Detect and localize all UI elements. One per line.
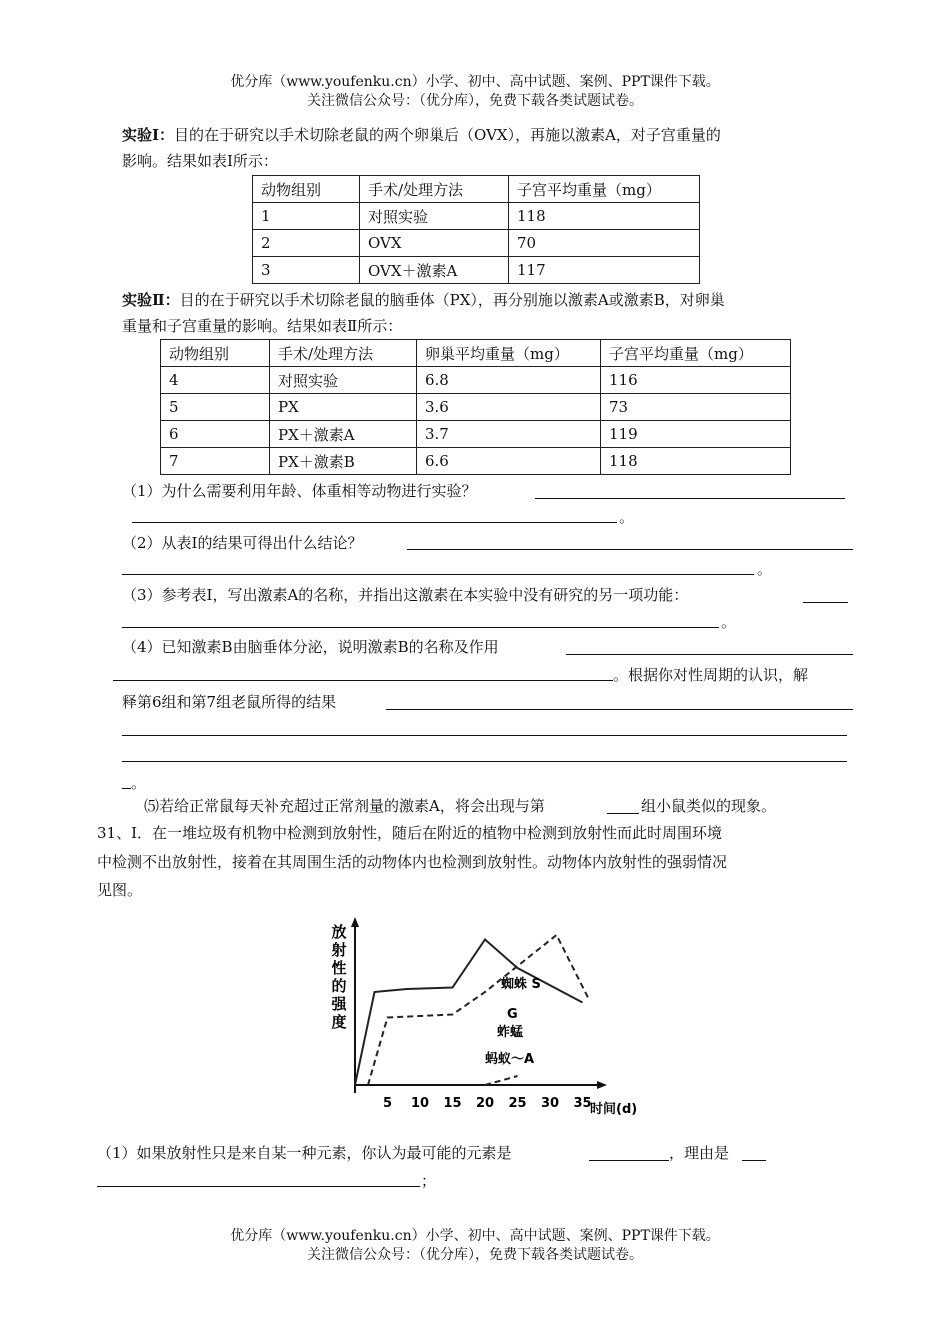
answer-line-q1-b[interactable] [132,522,617,523]
x-tick-label: 30 [540,1096,560,1111]
annotation-spider: 蜘蛛 S [501,977,541,992]
x-tick-label: 10 [410,1096,430,1111]
table-2 [160,339,791,475]
table-row [253,230,700,257]
table-cell: 7 [161,448,270,475]
exp2-text-2: 重量和子宫重量的影响。结果如表Ⅱ所示： [122,317,403,335]
table-header-cell: 手术/处理方法 [270,340,417,367]
radioactivity-chart [325,915,638,1120]
table-cell: 对照实验 [270,367,417,394]
x-tick-label: 5 [382,1096,393,1111]
answer-line-reason-b[interactable] [97,1186,420,1187]
question-1: （1）为什么需要利用年龄、体重相等动物进行实验？ [122,482,477,500]
series-line-a [485,1076,518,1085]
answer-line-q4[interactable] [566,654,853,655]
table-cell: 3.6 [417,394,601,421]
answer-line-q4-f[interactable] [122,788,131,789]
exp1-label: 实验Ⅰ： [122,126,175,144]
x-tick-label: 35 [573,1096,592,1111]
header-line-1: 优分库（www.youfenku.cn）小学、初中、高中试题、案例、PPT课件下载。 [230,74,720,90]
table-header-cell: 子宫平均重量（mg） [601,340,791,367]
question-4-b: 释第6组和第7组老鼠所得的结果 [122,693,337,711]
table-cell: 6.8 [417,367,601,394]
annotation-g: G [507,1007,518,1022]
table-cell: 4 [161,367,270,394]
table-row [161,394,791,421]
answer-line-reason[interactable] [742,1160,766,1161]
y-axis-arrow [351,917,359,927]
table-cell: 119 [601,421,791,448]
chart-ylabel-char: 放 [331,923,347,941]
table-header-cell: 卵巢平均重量（mg） [417,340,601,367]
x-tick-label: 15 [443,1096,462,1111]
table-header-cell: 动物组别 [253,176,360,203]
exp2-text-1: 目的在于研究以手术切除老鼠的脑垂体（PX），再分别施以激素A或激素B，对卵巢 [179,291,725,309]
chart-ylabel-char: 强 [331,995,347,1013]
question-4-mid: 。根据你对性周期的认识，解 [613,666,809,684]
chart-ylabel-char: 射 [331,941,347,959]
answer-line-q4-d[interactable] [122,735,847,736]
exp1-paragraph-line-1 [122,125,721,145]
answer-line-q4-e[interactable] [122,761,847,762]
answer-line-q3[interactable] [803,602,848,603]
table-cell: 6 [161,421,270,448]
x-tick-label: 20 [475,1096,495,1111]
table-cell: PX＋激素A [270,421,417,448]
chart-ylabel [330,923,347,1031]
table-row [161,448,791,475]
table-row [161,421,791,448]
exp1-text-1: 目的在于研究以手术切除老鼠的两个卵巢后（OVX），再施以激素A，对子宫重量的 [174,126,721,144]
q31-sub1-a: （1）如果放射性只是来自某一种元素，你认为最可能的元素是 [97,1144,512,1162]
table-cell: 3.7 [417,421,601,448]
answer-line-q5[interactable] [607,813,639,814]
x-axis-arrow [597,1081,607,1089]
exp2-paragraph-line-1 [122,290,725,310]
q31-line-1: 31、Ⅰ．在一堆垃圾有机物中检测到放射性，随后在附近的植物中检测到放射性而此时周围环境 [97,824,723,842]
q31-sub1-end: ； [421,1172,437,1190]
x-tick-label: 25 [508,1096,527,1111]
question-5-b: 组小鼠类似的现象。 [641,797,777,815]
answer-line-q2-b[interactable] [122,574,754,575]
series-line-g [355,940,583,1086]
answer-line-q4-b[interactable] [113,680,613,681]
q31-sub1-b: ，理由是 [669,1144,730,1162]
question-3: （3）参考表Ⅰ，写出激素A的名称，并指出这激素在本实验中没有研究的另一项功能： [122,586,689,604]
table-1 [252,175,700,284]
question-4-end: 。 [131,774,147,792]
header-line-2: 关注微信公众号：（优分库），免费下载各类试题试卷。 [307,93,643,109]
table-cell: PX＋激素B [270,448,417,475]
chart-ylabel-char: 的 [331,977,347,995]
answer-line-q1[interactable] [535,498,845,499]
table-header-cell: 动物组别 [161,340,270,367]
table-cell: OVX [360,230,509,257]
table-cell: 对照实验 [360,203,509,230]
table-header-cell: 子宫平均重量（mg） [509,176,700,203]
table-cell: 118 [601,448,791,475]
chart-ylabel-char: 性 [331,959,347,977]
table-header-cell: 手术/处理方法 [360,176,509,203]
table-cell: 2 [253,230,360,257]
table-row [253,203,700,230]
table-row [253,257,700,284]
exp2-label: 实验Ⅱ： [122,291,180,309]
annotation-ant: 蚂蚁～A [485,1052,535,1067]
table-cell: OVX＋激素A [360,257,509,284]
series-line-s [368,935,589,1085]
q31-line-3: 见图。 [97,881,143,899]
exp1-text-2: 影响。结果如表Ⅰ所示： [122,152,278,170]
table-cell: 70 [509,230,700,257]
table-cell: 73 [601,394,791,421]
question-1-end: 。 [619,508,635,526]
chart-xlabel: 时间(d) [590,1102,638,1117]
question-4: （4）已知激素B由脑垂体分泌，说明激素B的名称及作用 [122,638,499,656]
table-cell: 6.6 [417,448,601,475]
table-1-header-row [253,176,700,203]
footer-line-1: 优分库（www.youfenku.cn）小学、初中、高中试题、案例、PPT课件下载。 [230,1228,720,1244]
question-2-end: 。 [757,560,773,578]
answer-line-element[interactable] [589,1160,669,1161]
table-2-header-row [161,340,791,367]
answer-line-q4-c[interactable] [386,709,853,710]
answer-line-q3-b[interactable] [122,627,719,628]
q31-line-2: 中检测不出放射性，接着在其周围生活的动物体内也检测到放射性。动物体内放射性的强弱情况 [97,853,728,871]
footer-line-2: 关注微信公众号：（优分库），免费下载各类试题试卷。 [307,1247,643,1263]
table-cell: 118 [509,203,700,230]
annotation-grasshopper: 蚱蜢 [497,1025,524,1040]
table-cell: 5 [161,394,270,421]
question-2: （2）从表Ⅰ的结果可得出什么结论？ [122,534,363,552]
question-5-a: ⑸若给正常鼠每天补充超过正常剂量的激素A，将会出现与第 [144,797,545,815]
chart-ylabel-char: 度 [331,1013,347,1031]
table-row [161,367,791,394]
table-cell: PX [270,394,417,421]
table-cell: 3 [253,257,360,284]
table-cell: 1 [253,203,360,230]
answer-line-q2[interactable] [407,549,853,550]
table-cell: 116 [601,367,791,394]
table-cell: 117 [509,257,700,284]
question-3-end: 。 [721,613,737,631]
